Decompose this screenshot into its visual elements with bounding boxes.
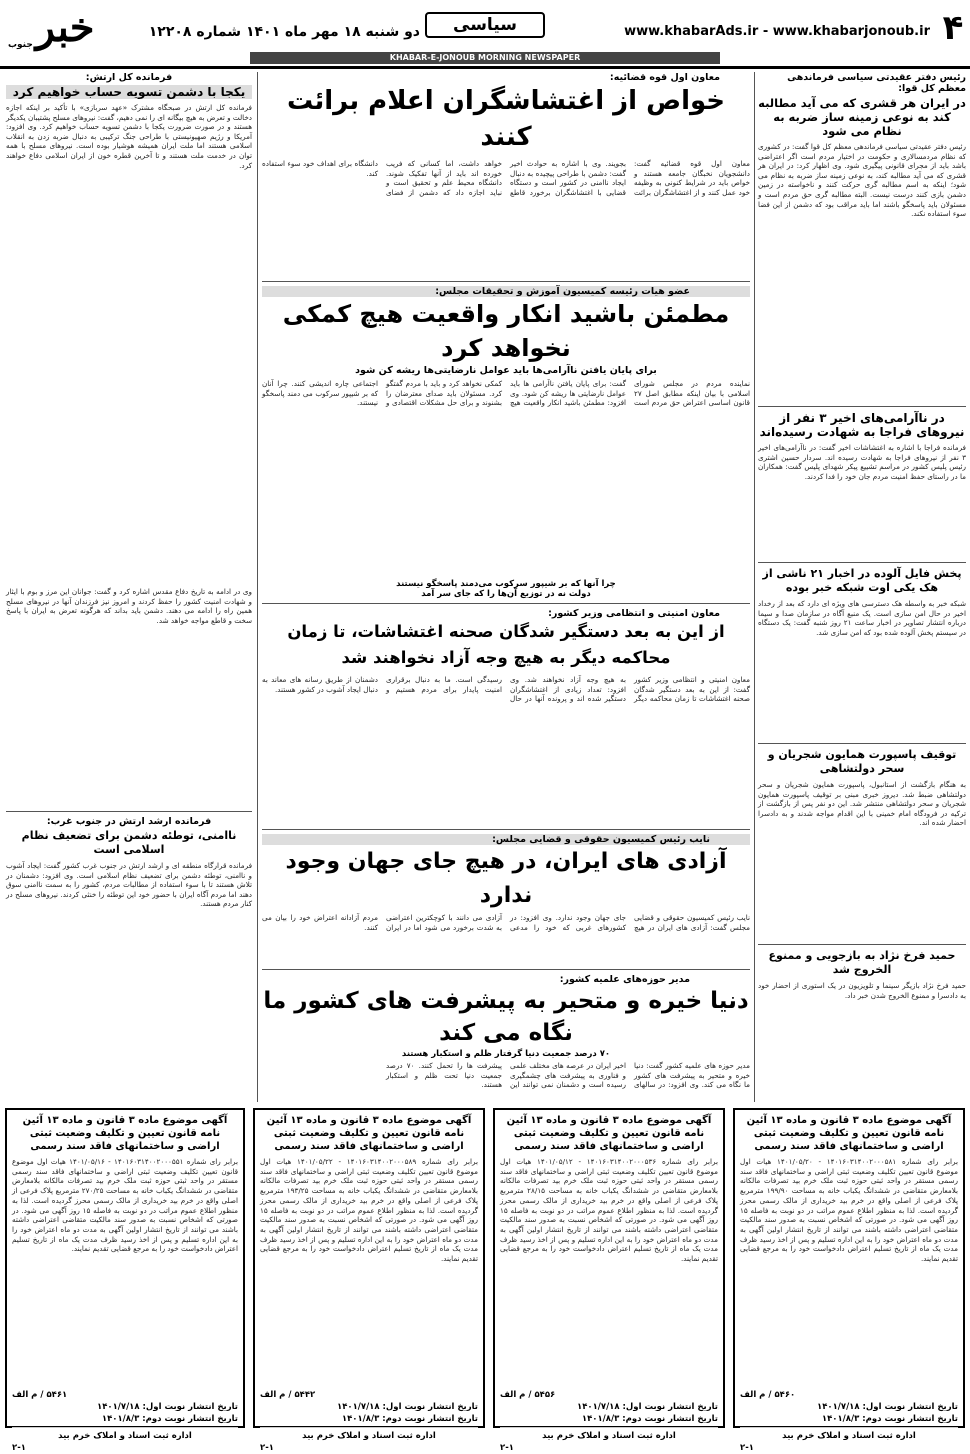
website-links[interactable]: www.khabarAds.ir - www.khabarjonoub.ir	[624, 24, 930, 39]
legal-ad	[493, 1108, 725, 1453]
ad-code: ۵۴۶۰ / م الف	[740, 1390, 796, 1400]
divider	[758, 743, 966, 744]
divider	[260, 1427, 478, 1428]
a5-inline-head: ۷۰ درصد جمعیت دنیا گرفتار ظلم و استکبار هستند	[401, 1049, 611, 1059]
right-body4: به هنگام بازگشت از استانبول، پاسپورت همایون شجریان و سحر دولتشاهی ضبط شد. دیروز خبری مبنی بر توقیف پاسپورت همایون شجریان و سحر دولتشاهی منتشر شد. این دو نفر پس از بازگشت از ترکیه در فرودگاه امام خمینی با این اقدام مواجه شدند و به دادسرا احضار شده اند.	[758, 780, 966, 828]
ad-office: اداره ثبت اسناد و املاک خرم بید	[58, 1431, 192, 1441]
right-h3: پخش فایل آلوده در اخبار ۲۱ ناشی از هک یکی اوت شبکه خبر بوده	[762, 567, 962, 594]
ad-date-1: تاریخ انتشار نوبت اول: ۱۴۰۱/۷/۱۸	[577, 1402, 718, 1412]
ad-body: برابر رای شماره ۱۴۰۱۶۰۳۱۴۰۰۲۰۰۰۵۳۶ - ۱۴۰۱/۰۵/۱۲ هیات اول موضوع قانون تعیین تکلیف وضعیت ثبتی اراضی و ساختمانهای فاقد سند رسمی مستقر در واحد ثبتی حوزه ثبت ملک خرم بید تصرفات مالکانه بلامعارض متقاضی در ششدانگ یکباب خانه به مساحت ۲۸/۱۵ مترمربع پلاک فرعی از اصلی واقع در خرم بید خریداری از مالک رسمی محرز گردیده است. لذا به منظور اطلاع عموم مراتب در دو نوبت به فاصله ۱۵ روز آگهی می شود. در صورتی که اشخاص نسبت به صدور سند مالکیت متقاضی اعتراضی داشته باشند می توانند از تاریخ انتشار اولین آگهی به مدت دو ماه اعتراض خود را به این اداره تسلیم و پس از اخذ رسید ظرف مدت یک ماه از تاریخ تسلیم اعتراض دادخواست خود را به مرجع قضایی تقدیم نمایند.	[500, 1157, 718, 1264]
page-number: ۴	[942, 8, 964, 48]
ad-code: ۵۴۴۲ / م الف	[260, 1390, 316, 1400]
right-body1: رئیس دفتر عقیدتی سیاسی فرماندهی معظم کل قوا گفت: در کشوری که نظام مردمسالاری و حکومت در اختیار مردم است اگر اعتراضی باشد باید از مجرای قانونی پیگیری شود. وی اظهار کرد: در ایران هر قشری که می آید مطالبه کند، به نوعی زمینه ساز ضربه به نظام می شود؛ اینکه به اسم مطالبه گری حرکت کنند و ناخواسته در زمین دشمن بازی کنند درست نیست. البته مطالبه گری حق مردم است و مسئولان باید پاسخگو باشند اما باید مراقب بود که دشمن از این فضا سوء استفاده نکند.	[758, 142, 966, 219]
left-column	[6, 72, 252, 1102]
left-k1: فرمانده کل ارتش:	[85, 72, 173, 83]
left-h1: یکجا با دشمن تسویه حساب خواهیم کرد	[6, 85, 252, 99]
left-body2: فرمانده قرارگاه منطقه ای و ارشد ارتش در جنوب غرب کشور گفت: ایجاد آشوب و ناامنی، توطئه دشمن برای تضعیف نظام اسلامی است. وی افزود: دشمنان در تلاش هستند تا با سوء استفاده از مطالبات مردم، کشور را به سمت ناامنی سوق دهند اما مردم آگاه ایران با حضور خود این توطئه را خنثی کردند. نیروهای مسلح در کنار مردم هستند.	[6, 861, 252, 909]
ad-body: برابر رای شماره ۱۴۰۱۶۰۳۱۴۰۰۲۰۰۰۵۵۱ - ۱۴۰۱/۰۵/۱۶ هیات اول موضوع قانون تعیین تکلیف وضعیت ثبتی اراضی و ساختمانهای فاقد سند رسمی مستقر در واحد ثبتی حوزه ثبت ملک خرم بید تصرفات مالکانه بلامعارض متقاضی در ششدانگ یکباب خانه به مساحت ۲۷۰/۲۵ مترمربع پلاک فرعی از اصلی واقع در خرم بید خریداری از مالک رسمی محرز گردیده است. لذا به منظور اطلاع عموم مراتب در دو نوبت به فاصله ۱۵ روز آگهی می شود. در صورتی که اشخاص نسبت به صدور سند مالکیت متقاضی اعتراضی داشته باشند می توانند از تاریخ انتشار اولین آگهی به مدت دو ماه اعتراض خود را به این اداره تسلیم و پس از اخذ رسید ظرف مدت یک ماه از تاریخ تسلیم اعتراض دادخواست خود را به مرجع قضایی تقدیم نمایند.	[12, 1157, 238, 1254]
section-title: سیاسی	[425, 12, 545, 38]
ad-date-2: تاریخ انتشار نوبت دوم: ۱۴۰۱/۸/۳	[341, 1414, 478, 1424]
right-body3: شبکه خبر به واسطه هک دسترسی های ویژه ای دارد که بعد از رخداد اخیر در حال امن سازی است. یک منبع آگاه در سازمان صدا و سیما درباره انتشار تصاویر در اخبار ساعت ۲۱ روز شنبه گفت: یک دستگاه در سیستم پخش آلوده شده بود که امن سازی شد.	[758, 599, 967, 637]
a2-kicker: عضو هیات رئیسه کمیسیون آموزش و تحقیقات مجلس:	[262, 286, 750, 297]
a2-inline-head-1: چرا آنها که بر شیپور سرکوب می‌دمند پاسخگو نیستند	[396, 579, 616, 589]
ad-title: آگهی موضوع ماده ۳ قانون و ماده ۱۳ آئین نامه قانون تعیین و تکلیف وضعیت ثبتی اراضی و ساختمانهای فاقد سند رسمی	[22, 1115, 228, 1152]
ad-title: آگهی موضوع ماده ۳ قانون و ماده ۱۳ آئین نامه قانون تعیین و تکلیف وضعیت ثبتی اراضی و ساختمانهای فاقد سند رسمی	[746, 1115, 952, 1152]
a2-title: مطمئن باشید انکار واقعیت هیچ کمکی نخواهد کرد	[282, 300, 730, 362]
ad-office: اداره ثبت اسناد و املاک خرم بید	[302, 1431, 436, 1441]
ad-office: اداره ثبت اسناد و املاک خرم بید	[542, 1431, 676, 1441]
ad-tag: ۲-۱	[740, 1443, 754, 1453]
right-h5: حمید فرخ نژاد به بازجویی و ممنوع الخروج شد	[768, 949, 956, 976]
divider	[12, 1427, 238, 1428]
left-k2: فرمانده ارشد ارتش در جنوب غرب:	[46, 816, 212, 827]
main-area	[262, 72, 750, 1102]
ad-body: برابر رای شماره ۱۴۰۱۶۰۳۱۴۰۰۲۰۰۰۵۸۱ - ۱۴۰۱/۰۵/۲۰ هیات اول موضوع قانون تعیین تکلیف وضعیت ثبتی اراضی و ساختمانهای فاقد سند رسمی مستقر در واحد ثبتی حوزه ثبت ملک خرم بید تصرفات مالکانه بلامعارض متقاضی در ششدانگ یکباب خانه به مساحت ۱۹۹/۹۰ مترمربع پلاک فرعی از اصلی واقع در خرم بید خریداری از مالک رسمی محرز گردیده است. لذا به منظور اطلاع عموم مراتب در دو نوبت به فاصله ۱۵ روز آگهی می شود. در صورتی که اشخاص نسبت به صدور سند مالکیت متقاضی اعتراضی داشته باشند می توانند از تاریخ انتشار اولین آگهی به مدت دو ماه اعتراض خود را به این اداره تسلیم و پس از اخذ رسید ظرف مدت یک ماه از تاریخ تسلیم اعتراض دادخواست خود را به مرجع قضایی تقدیم نمایند.	[740, 1157, 958, 1264]
a3-body: معاون امنیتی و انتظامی وزیر کشور گفت: از این به بعد دستگیر شدگان صحنه اغتشاشات تا زمان محاکمه دیگر به هیچ وجه آزاد نخواهند شد. وی افزود: تعداد زیادی از اغتشاشگران دستگیر شده اند و پرونده آنها در حال رسیدگی است. ما به دنبال برقراری امنیت پایدار برای مردم هستیم و دشمنان از طریق رسانه های معاند به دنبال ایجاد آشوب در کشور هستند.	[262, 675, 750, 704]
ad-code: ۵۴۵۶ / م الف	[500, 1390, 556, 1400]
ad-body: برابر رای شماره ۱۴۰۱۶۰۳۱۴۰۰۲۰۰۰۵۸۹ - ۱۴۰۱/۰۵/۲۲ هیات اول موضوع قانون تعیین تکلیف وضعیت ثبتی اراضی و ساختمانهای فاقد سند رسمی مستقر در واحد ثبتی حوزه ثبت ملک خرم بید تصرفات مالکانه بلامعارض متقاضی در ششدانگ یکباب خانه به مساحت ۱۹۳/۲۵ مترمربع پلاک فرعی از اصلی واقع در خرم بید خریداری از مالک رسمی محرز گردیده است. لذا به منظور اطلاع عموم مراتب در دو نوبت به فاصله ۱۵ روز آگهی می شود. در صورتی که اشخاص نسبت به صدور سند مالکیت متقاضی اعتراضی داشته باشند می توانند از تاریخ انتشار اولین آگهی به مدت دو ماه اعتراض خود را به این اداره تسلیم و پس از اخذ رسید ظرف مدت یک ماه از تاریخ تسلیم اعتراض دادخواست خود را به مرجع قضایی تقدیم نمایند.	[260, 1157, 478, 1264]
ad-title: آگهی موضوع ماده ۳ قانون و ماده ۱۳ آئین نامه قانون تعیین و تکلیف وضعیت ثبتی اراضی و ساختمانهای فاقد سند رسمی	[506, 1115, 712, 1152]
ad-title: آگهی موضوع ماده ۳ قانون و ماده ۱۳ آئین نامه قانون تعیین و تکلیف وضعیت ثبتی اراضی و ساختمانهای فاقد سند رسمی	[266, 1115, 472, 1152]
a4-title: آزادی های ایران، در هیچ جای جهان وجود ندارد	[285, 849, 727, 908]
ad-date-1: تاریخ انتشار نوبت اول: ۱۴۰۱/۷/۱۸	[337, 1402, 478, 1412]
a2-subtitle: برای پایان یافتن ناآرامی‌ها باید عوامل نارضایتی‌ها ریشه کن شود	[355, 365, 657, 376]
a1-kicker: معاون اول قوه قضائیه:	[609, 72, 720, 83]
a4-kicker: نایب رئیس کمیسیون حقوقی و قضایی مجلس:	[262, 834, 750, 845]
a5-title: دنیا خیره و متحیر به پیشرفت های کشور ما نگاه می کند	[263, 988, 749, 1046]
divider	[6, 811, 252, 812]
right-body5: حمید فرخ نژاد بازیگر سینما و تلویزیون در یک استوری از احضار خود به دادسرا و ممنوع الخروج شدن خبر داد.	[758, 981, 966, 1000]
column-rule	[257, 72, 258, 1102]
divider	[262, 281, 750, 282]
masthead	[0, 0, 970, 62]
logo-subtitle: جنوب	[8, 40, 33, 50]
right-h2: در ناآرامی‌های اخیر ۳ نفر از نیروهای فراجا به شهادت رسیده‌اند	[759, 411, 965, 439]
right-h4: توقیف پاسپورت همایون شجریان و سحر دولتشاهی	[767, 748, 957, 775]
a2-inline-head-2: دولت نه در توزیع آن‌ها را که جای سر آمد	[421, 589, 591, 599]
a1-title: خواص از اغتشاشگران اعلام برائت کنند	[286, 86, 726, 152]
a4-body: نایب رئیس کمیسیون حقوقی و قضایی مجلس گفت: آزادی های ایران در هیچ جای جهان وجود ندارد. وی افزود: در کشورهای غربی که خود را مدعی آزادی می دانند با کوچکترین اعتراضی به شدت برخورد می شود اما در ایران مردم آزادانه اعتراض خود را بیان می کنند.	[262, 913, 750, 932]
a5-body: مدیر حوزه های علمیه کشور گفت: دنیا خیره و متحیر به پیشرفت های کشور ما نگاه می کند. وی افزود: در سالهای اخیر ایران در عرصه های مختلف علمی و فناوری به پیشرفت های چشمگیری رسیده است و دشمنان نمی توانند این پیشرفت ها را تحمل کنند. ۷۰ درصد جمعیت دنیا تحت ظلم و استکبار هستند.	[386, 1061, 750, 1090]
ad-tag: ۲-۱	[12, 1443, 26, 1453]
divider	[262, 829, 750, 830]
divider	[758, 406, 966, 407]
right-h1: در ایران هر قشری که می آید مطالبه کند به نوعی زمینه ساز ضربه به نظام می شود	[758, 96, 966, 138]
ad-date-1: تاریخ انتشار نوبت اول: ۱۴۰۱/۷/۱۸	[97, 1402, 238, 1412]
left-h2: ناامنی، توطئه دشمن برای تضعیف نظام اسلامی است	[21, 829, 237, 856]
left-body1: فرمانده کل ارتش در صبحگاه مشترک «عهد سربازی» با تأکید بر اینکه اجازه دخالت و تعرض به هیچ بیگانه ای را نمی دهیم، گفت: نیروهای مسلح پشتیبان یکدیگر هستند و در صورت ضرورت یکجا با دشمن تسویه حساب خواهیم کرد. وی افزود: آمریکا و رژیم صهیونیستی با طراحی جنگ ترکیبی به دنبال ضربه زدن به انقلاب اسلامی هستند اما ملت ایران همیشه هوشیار بوده است. نیروهای مسلح با همه توان در خدمت ملت هستند و تا آخرین قطره خون از ایران اسلامی دفاع خواهند کرد.	[6, 103, 252, 170]
divider	[500, 1427, 718, 1428]
divider	[262, 969, 750, 970]
ad-office: اداره ثبت اسناد و املاک خرم بید	[782, 1431, 916, 1441]
newspaper-logo: خبر	[35, 4, 95, 51]
legal-ad	[5, 1108, 245, 1453]
a2-body: نماینده مردم در مجلس شورای اسلامی با بیان اینکه مطابق اصل ۲۷ قانون اساسی اعتراض حق مردم است گفت: برای پایان یافتن ناآرامی ها باید عوامل نارضایتی ها ریشه کن شود. وی افزود: مطمئن باشید انکار واقعیت هیچ کمکی نخواهد کرد و باید با مردم گفتگو کرد. مسئولان باید صدای معترضان را بشنوند و برای حل مشکلات اقتصادی و اجتماعی چاره اندیشی کنند. چرا آنان که بر شیپور سرکوب می دمند پاسخگو نیستند.	[262, 379, 750, 408]
column-rule	[754, 72, 755, 1102]
ad-tag: ۲-۱	[500, 1443, 514, 1453]
divider	[262, 603, 750, 604]
ad-date-1: تاریخ انتشار نوبت اول: ۱۴۰۱/۷/۱۸	[817, 1402, 958, 1412]
ad-code: ۵۴۶۱ / م الف	[12, 1390, 68, 1400]
header-rule	[0, 66, 970, 69]
legal-ad	[733, 1108, 965, 1453]
a5-kicker: مدیر حوزه‌های علمیه کشور:	[559, 974, 690, 985]
right-body2: فرمانده فراجا با اشاره به اغتشاشات اخیر گفت: در ناآرامی‌های اخیر ۳ نفر از نیروهای فراجا به شهادت رسیده اند. سردار حسین اشتری رئیس پلیس کشور در مراسم تشییع پیکر شهدای پلیس گفت: همکاران ما در راستای حفظ امنیت مردم جان خود را فدا کردند.	[758, 443, 966, 481]
divider	[758, 562, 966, 563]
divider	[758, 944, 966, 945]
ad-tag: ۲-۱	[260, 1443, 274, 1453]
legal-ad	[253, 1108, 485, 1453]
right-column	[758, 72, 966, 1102]
issue-line: دو شنبه ۱۸ مهر ماه ۱۴۰۱ شماره ۱۲۲۰۸	[148, 24, 420, 40]
a1-body: معاون اول قوه قضائیه گفت: دانشجویان نخبگان جامعه هستند و خواص باید در شرایط کنونی به وظیفه خود عمل کنند و از اغتشاشگران برائت بجویند. وی با اشاره به حوادث اخیر گفت: دشمن با طراحی پیچیده به دنبال ایجاد ناامنی در کشور است و دستگاه قضایی با اغتشاشگران برخورد قاطع خواهد داشت، اما کسانی که فریب خورده اند باید از آنها تفکیک شوند. دانشگاه محیط علم و تحقیق است و نباید اجازه داد که دشمن از فضای دانشگاه برای اهداف خود سوء استفاده کند.	[262, 159, 750, 197]
divider	[740, 1427, 958, 1428]
right-h1-kicker: رئیس دفتر عقیدتی سیاسی فرماندهی معظم کل قوا:	[787, 72, 966, 94]
ad-date-2: تاریخ انتشار نوبت دوم: ۱۴۰۱/۸/۳	[101, 1414, 238, 1424]
english-strip: KHABAR-E-JONOUB MORNING NEWSPAPER	[250, 52, 720, 64]
a3-title: از این به بعد دستگیر شدگان صحنه اغتشاشات، تا زمان محاکمه دیگر به هیچ وجه آزاد نخواهند شد	[287, 622, 725, 667]
a3-kicker: معاون امنیتی و انتظامی وزیر کشور:	[548, 608, 720, 619]
left-body1b: وی در ادامه به تاریخ دفاع مقدس اشاره کرد و گفت: جوانان این مرز و بوم با ایثار و شهادت امنیت کشور را حفظ کردند و امروز نیز فرزندان آنها در نیروهای مسلح همین راه را ادامه می دهند. دشمن باید بداند که هرگونه تعرض به ایران با پاسخ سخت و قاطع مواجه خواهد شد.	[6, 587, 252, 625]
ad-date-2: تاریخ انتشار نوبت دوم: ۱۴۰۱/۸/۳	[581, 1414, 718, 1424]
ad-date-2: تاریخ انتشار نوبت دوم: ۱۴۰۱/۸/۳	[821, 1414, 958, 1424]
